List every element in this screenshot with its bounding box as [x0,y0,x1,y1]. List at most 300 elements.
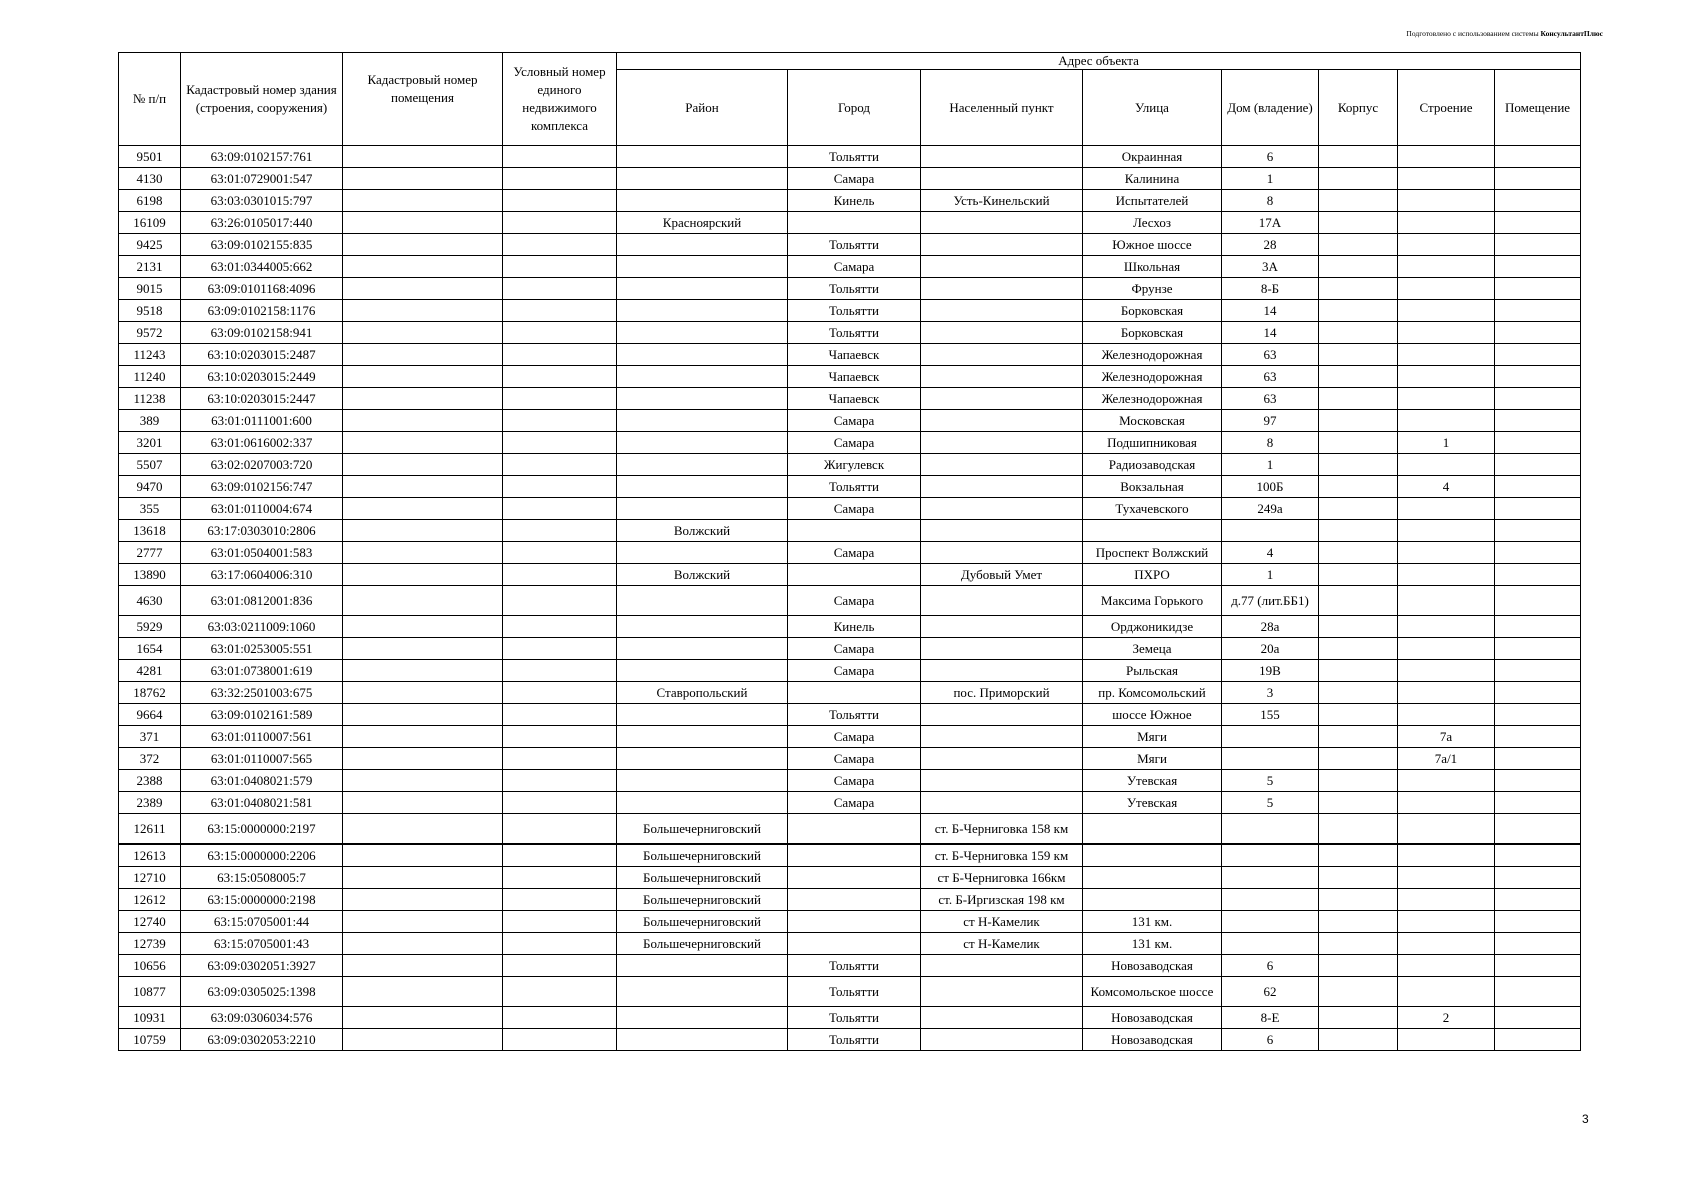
cell-premise-cadastral [343,366,503,388]
cell-house: 8-Б [1222,278,1319,300]
cell-pomeshchenie [1495,476,1581,498]
cell-building-cadastral: 63:01:0812001:836 [181,586,343,616]
cell-pomeshchenie [1495,278,1581,300]
cell-stroenie [1398,638,1495,660]
table-row [119,476,1581,498]
cell-complex-number [503,388,617,410]
cell-premise-cadastral [343,542,503,564]
cell-settlement [921,660,1083,682]
cell-settlement [921,1007,1083,1029]
cell-num: 355 [119,498,181,520]
cell-street: Железнодорожная [1083,366,1222,388]
cell-premise-cadastral [343,911,503,933]
cell-korpus [1319,234,1398,256]
cell-building-cadastral: 63:10:0203015:2447 [181,388,343,410]
cell-num: 4630 [119,586,181,616]
cell-pomeshchenie [1495,520,1581,542]
cell-settlement [921,300,1083,322]
cell-settlement [921,146,1083,168]
cell-building-cadastral: 63:09:0305025:1398 [181,977,343,1007]
cell-street [1083,520,1222,542]
cell-building-cadastral: 63:01:0344005:662 [181,256,343,278]
col-header-complex-number: Условный номер единого недвижимого комплекса [503,53,617,146]
cell-num: 16109 [119,212,181,234]
cell-pomeshchenie [1495,234,1581,256]
cell-settlement [921,256,1083,278]
cell-stroenie [1398,234,1495,256]
cell-district [617,366,788,388]
cell-building-cadastral: 63:09:0101168:4096 [181,278,343,300]
cell-stroenie [1398,682,1495,704]
cell-city: Тольятти [788,300,921,322]
cell-building-cadastral: 63:09:0302053:2210 [181,1029,343,1051]
cell-complex-number [503,146,617,168]
cell-city: Тольятти [788,278,921,300]
cell-stroenie [1398,564,1495,586]
cell-settlement [921,476,1083,498]
cell-complex-number [503,564,617,586]
cell-premise-cadastral [343,168,503,190]
cell-stroenie [1398,190,1495,212]
cell-korpus [1319,476,1398,498]
cell-settlement [921,1029,1083,1051]
table-row [119,660,1581,682]
cell-korpus [1319,454,1398,476]
cell-building-cadastral: 63:09:0302051:3927 [181,955,343,977]
cell-street: Новозаводская [1083,955,1222,977]
cell-pomeshchenie [1495,542,1581,564]
cell-house: 63 [1222,344,1319,366]
cell-settlement [921,586,1083,616]
cell-district [617,410,788,432]
cell-street: Мяги [1083,748,1222,770]
cell-house: 17А [1222,212,1319,234]
cell-district [617,256,788,278]
cell-house: 6 [1222,146,1319,168]
cell-building-cadastral: 63:02:0207003:720 [181,454,343,476]
cell-building-cadastral: 63:17:0303010:2806 [181,520,343,542]
cell-street: Радиозаводская [1083,454,1222,476]
cell-settlement [921,638,1083,660]
cell-settlement [921,977,1083,1007]
cell-city: Чапаевск [788,344,921,366]
cell-district: Большечерниговский [617,933,788,955]
cell-pomeshchenie [1495,660,1581,682]
cell-settlement: ст Б-Черниговка 166км [921,867,1083,889]
cell-korpus [1319,322,1398,344]
cell-num: 12612 [119,889,181,911]
table-row [119,256,1581,278]
cell-korpus [1319,344,1398,366]
cell-num: 9015 [119,278,181,300]
cell-num: 9572 [119,322,181,344]
cell-settlement: ст. Б-Иргизская 198 км [921,889,1083,911]
cell-premise-cadastral [343,454,503,476]
cell-district [617,792,788,814]
cell-city: Самара [788,498,921,520]
cell-num: 9425 [119,234,181,256]
col-header-street: Улица [1083,70,1222,146]
table-row [119,542,1581,564]
cell-premise-cadastral [343,814,503,845]
cell-stroenie [1398,168,1495,190]
cell-stroenie [1398,388,1495,410]
cell-settlement [921,770,1083,792]
cell-building-cadastral: 63:01:0253005:551 [181,638,343,660]
cell-pomeshchenie [1495,726,1581,748]
cell-pomeshchenie [1495,322,1581,344]
cell-street: Проспект Волжский [1083,542,1222,564]
table-row [119,564,1581,586]
cell-stroenie [1398,889,1495,911]
cell-complex-number [503,867,617,889]
cell-street: Борковская [1083,322,1222,344]
cell-settlement: пос. Приморский [921,682,1083,704]
cell-premise-cadastral [343,388,503,410]
cell-district [617,542,788,564]
cell-house: 20а [1222,638,1319,660]
cell-building-cadastral: 63:10:0203015:2449 [181,366,343,388]
cell-korpus [1319,1007,1398,1029]
table-row [119,300,1581,322]
cell-street: Железнодорожная [1083,388,1222,410]
cell-complex-number [503,682,617,704]
table-row [119,955,1581,977]
cell-house: 6 [1222,955,1319,977]
cell-complex-number [503,432,617,454]
cell-premise-cadastral [343,300,503,322]
cell-pomeshchenie [1495,977,1581,1007]
table-row [119,146,1581,168]
cell-pomeshchenie [1495,454,1581,476]
cell-korpus [1319,256,1398,278]
cell-premise-cadastral [343,234,503,256]
cell-house: 8-Е [1222,1007,1319,1029]
table-row [119,498,1581,520]
cell-district [617,616,788,638]
col-header-stroenie: Строение [1398,70,1495,146]
cell-district [617,190,788,212]
table-row [119,322,1581,344]
cell-korpus [1319,814,1398,845]
cell-street: шоссе Южное [1083,704,1222,726]
cell-num: 18762 [119,682,181,704]
cell-district [617,748,788,770]
cell-stroenie [1398,322,1495,344]
cell-street [1083,814,1222,845]
table-row [119,682,1581,704]
cell-building-cadastral: 63:01:0408021:581 [181,792,343,814]
cell-stroenie [1398,454,1495,476]
cell-pomeshchenie [1495,190,1581,212]
cell-complex-number [503,322,617,344]
cell-settlement: ст Н-Камелик [921,911,1083,933]
cell-house: 5 [1222,770,1319,792]
table-row [119,168,1581,190]
cell-stroenie [1398,256,1495,278]
table-body [119,146,1581,1051]
table-row [119,911,1581,933]
cell-building-cadastral: 63:15:0000000:2198 [181,889,343,911]
cell-city: Кинель [788,190,921,212]
cell-stroenie: 7а [1398,726,1495,748]
table-row [119,814,1581,845]
cell-complex-number [503,366,617,388]
cell-stroenie [1398,366,1495,388]
cell-city [788,682,921,704]
table-row [119,867,1581,889]
cell-district [617,704,788,726]
cell-building-cadastral: 63:09:0102158:1176 [181,300,343,322]
col-header-settlement: Населенный пункт [921,70,1083,146]
cell-district: Волжский [617,564,788,586]
table-row [119,1029,1581,1051]
cell-korpus [1319,366,1398,388]
cell-house: д.77 (лит.ББ1) [1222,586,1319,616]
cell-stroenie [1398,520,1495,542]
cell-district [617,726,788,748]
cell-house: 3А [1222,256,1319,278]
cell-settlement [921,792,1083,814]
cell-korpus [1319,844,1398,867]
cell-district [617,770,788,792]
cell-stroenie [1398,867,1495,889]
cell-complex-number [503,889,617,911]
cell-pomeshchenie [1495,616,1581,638]
cell-stroenie [1398,977,1495,1007]
cell-house [1222,520,1319,542]
table-row [119,366,1581,388]
cell-settlement [921,366,1083,388]
cell-premise-cadastral [343,704,503,726]
cell-city: Тольятти [788,1029,921,1051]
table-row [119,889,1581,911]
table-row [119,770,1581,792]
cell-stroenie: 4 [1398,476,1495,498]
cell-building-cadastral: 63:09:0102161:589 [181,704,343,726]
cell-building-cadastral: 63:15:0705001:44 [181,911,343,933]
cell-complex-number [503,977,617,1007]
cell-pomeshchenie [1495,212,1581,234]
cell-korpus [1319,704,1398,726]
cell-complex-number [503,911,617,933]
cell-premise-cadastral [343,770,503,792]
cell-stroenie [1398,814,1495,845]
cell-pomeshchenie [1495,410,1581,432]
cell-complex-number [503,300,617,322]
cell-premise-cadastral [343,867,503,889]
cell-building-cadastral: 63:01:0738001:619 [181,660,343,682]
cell-house: 1 [1222,564,1319,586]
cell-house [1222,748,1319,770]
table-row [119,638,1581,660]
cell-house [1222,911,1319,933]
table-row [119,432,1581,454]
cell-street: Южное шоссе [1083,234,1222,256]
cell-korpus [1319,616,1398,638]
cell-city: Тольятти [788,476,921,498]
cell-pomeshchenie [1495,300,1581,322]
cell-premise-cadastral [343,256,503,278]
cell-district [617,432,788,454]
cell-settlement: Усть-Кинельский [921,190,1083,212]
cell-building-cadastral: 63:01:0110007:565 [181,748,343,770]
cell-building-cadastral: 63:01:0504001:583 [181,542,343,564]
cell-korpus [1319,212,1398,234]
cell-city: Чапаевск [788,388,921,410]
cell-stroenie [1398,1029,1495,1051]
cell-num: 2131 [119,256,181,278]
cell-building-cadastral: 63:01:0111001:600 [181,410,343,432]
table-row [119,520,1581,542]
table-row [119,344,1581,366]
col-header-building-cadastral: Кадастровый номер здания (строения, сооружения) [181,53,343,146]
cell-house: 1 [1222,454,1319,476]
cell-complex-number [503,542,617,564]
cell-street: Утевская [1083,770,1222,792]
cell-city: Чапаевск [788,366,921,388]
cell-street: Школьная [1083,256,1222,278]
cell-settlement [921,520,1083,542]
cell-korpus [1319,660,1398,682]
cell-building-cadastral: 63:10:0203015:2487 [181,344,343,366]
cell-korpus [1319,564,1398,586]
cell-num: 12613 [119,844,181,867]
cell-street: пр. Комсомольский [1083,682,1222,704]
cell-korpus [1319,682,1398,704]
cell-city: Самара [788,410,921,432]
cell-street: Испытателей [1083,190,1222,212]
table-row [119,278,1581,300]
cell-street: Тухачевского [1083,498,1222,520]
cell-house: 28 [1222,234,1319,256]
cell-street: Комсомольское шоссе [1083,977,1222,1007]
cell-pomeshchenie [1495,564,1581,586]
table-row [119,388,1581,410]
cell-pomeshchenie [1495,748,1581,770]
cell-building-cadastral: 63:03:0211009:1060 [181,616,343,638]
cell-num: 10931 [119,1007,181,1029]
cell-complex-number [503,520,617,542]
cell-premise-cadastral [343,748,503,770]
cell-district: Красноярский [617,212,788,234]
cell-korpus [1319,933,1398,955]
cell-building-cadastral: 63:09:0102157:761 [181,146,343,168]
cell-num: 2388 [119,770,181,792]
cell-city: Самара [788,660,921,682]
cell-num: 389 [119,410,181,432]
cell-street: Новозаводская [1083,1029,1222,1051]
cell-korpus [1319,638,1398,660]
table-row [119,748,1581,770]
cell-premise-cadastral [343,520,503,542]
cell-pomeshchenie [1495,792,1581,814]
cell-num: 372 [119,748,181,770]
table-row [119,234,1581,256]
col-header-address: Адрес объекта [617,53,1581,70]
cell-complex-number [503,660,617,682]
cell-settlement [921,454,1083,476]
cell-house: 4 [1222,542,1319,564]
cell-street: Калинина [1083,168,1222,190]
cell-district [617,586,788,616]
cell-stroenie [1398,616,1495,638]
cell-settlement [921,388,1083,410]
cell-stroenie [1398,770,1495,792]
cell-complex-number [503,234,617,256]
cell-complex-number [503,792,617,814]
cell-num: 5507 [119,454,181,476]
cell-num: 11240 [119,366,181,388]
cell-street: Вокзальная [1083,476,1222,498]
cell-city: Самара [788,726,921,748]
cell-num: 6198 [119,190,181,212]
cell-complex-number [503,955,617,977]
cell-city: Тольятти [788,1007,921,1029]
cell-num: 13618 [119,520,181,542]
col-header-house: Дом (владение) [1222,70,1319,146]
cell-city: Самара [788,586,921,616]
cell-num: 1654 [119,638,181,660]
cell-settlement [921,616,1083,638]
cell-num: 10759 [119,1029,181,1051]
cell-premise-cadastral [343,726,503,748]
cell-stroenie [1398,344,1495,366]
cell-house [1222,814,1319,845]
table-row [119,586,1581,616]
cell-district [617,1007,788,1029]
cell-district [617,146,788,168]
cell-building-cadastral: 63:26:0105017:440 [181,212,343,234]
cell-city [788,911,921,933]
cell-street: Окраинная [1083,146,1222,168]
cell-premise-cadastral [343,844,503,867]
col-header-district: Район [617,70,788,146]
cell-stroenie [1398,212,1495,234]
cell-house: 19В [1222,660,1319,682]
cell-complex-number [503,168,617,190]
cell-city: Самара [788,770,921,792]
cell-pomeshchenie [1495,388,1581,410]
cell-city: Самара [788,168,921,190]
cell-complex-number [503,278,617,300]
cell-num: 5929 [119,616,181,638]
cell-street: Утевская [1083,792,1222,814]
cell-stroenie: 7а/1 [1398,748,1495,770]
cell-premise-cadastral [343,1029,503,1051]
cell-district [617,278,788,300]
cell-korpus [1319,955,1398,977]
cell-house: 155 [1222,704,1319,726]
cell-korpus [1319,432,1398,454]
cell-street: Железнодорожная [1083,344,1222,366]
cell-house: 63 [1222,388,1319,410]
cell-district [617,300,788,322]
source-note-prefix: Подготовлено с использованием системы [1406,29,1539,38]
cell-pomeshchenie [1495,586,1581,616]
cell-district: Большечерниговский [617,867,788,889]
table-row [119,726,1581,748]
cell-building-cadastral: 63:01:0616002:337 [181,432,343,454]
cell-pomeshchenie [1495,704,1581,726]
cell-pomeshchenie [1495,911,1581,933]
cell-premise-cadastral [343,278,503,300]
cell-pomeshchenie [1495,344,1581,366]
cell-city: Тольятти [788,704,921,726]
cell-num: 13890 [119,564,181,586]
cell-complex-number [503,1029,617,1051]
cell-street: 131 км. [1083,911,1222,933]
